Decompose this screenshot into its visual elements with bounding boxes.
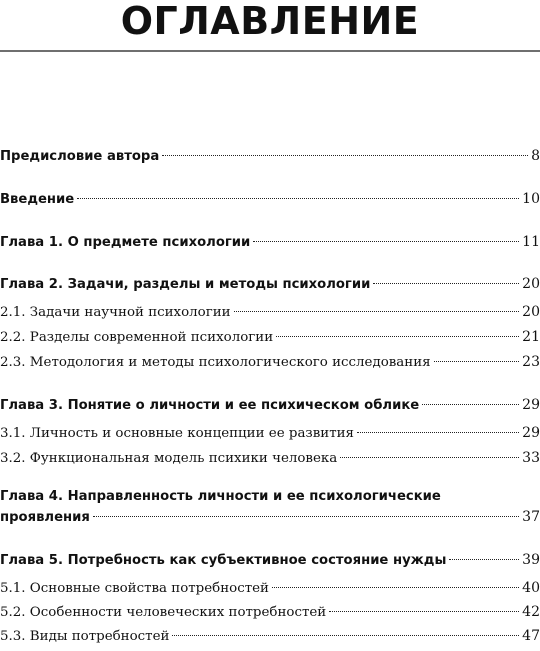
toc-entry-page: 40 bbox=[522, 580, 540, 596]
dot-leader bbox=[272, 587, 519, 588]
toc-entry-label: Глава 5. Потребность как субъективное состояние нужды bbox=[0, 553, 447, 568]
toc-entry-chapter-2[interactable] bbox=[0, 276, 540, 292]
toc-entry-label: 2.1. Задачи научной психологии bbox=[0, 305, 231, 320]
toc-entry-label: 5.3. Виды потребностей bbox=[0, 629, 170, 644]
toc-entry-label: Введение bbox=[0, 192, 75, 207]
toc-entry-section-3-1[interactable] bbox=[0, 425, 540, 441]
dot-leader bbox=[234, 311, 520, 312]
toc-entry-page: 11 bbox=[522, 234, 540, 250]
toc-entry-page: 20 bbox=[522, 276, 540, 292]
toc-entry-chapter-4[interactable] bbox=[0, 509, 540, 525]
dot-leader bbox=[434, 361, 520, 362]
toc-entry-label: 3.1. Личность и основные концепции ее развития bbox=[0, 426, 354, 441]
dot-leader bbox=[357, 432, 519, 433]
dot-leader bbox=[162, 155, 528, 156]
toc-entry-label: Глава 3. Понятие о личности и ее психическом облике bbox=[0, 398, 420, 413]
toc-entry-section-5-2[interactable] bbox=[0, 604, 540, 620]
toc-entry-label: 5.2. Особенности человеческих потребностей bbox=[0, 605, 327, 620]
dot-leader bbox=[77, 198, 519, 199]
toc-entry-section-2-2[interactable] bbox=[0, 329, 540, 345]
toc-entry-page: 10 bbox=[522, 191, 540, 207]
toc-entry-label: 2.2. Разделы современной психологии bbox=[0, 330, 274, 345]
toc-entry-chapter-4-line1[interactable]: Глава 4. Направленность личности и ее психологические bbox=[0, 489, 441, 504]
toc-entry-page: 23 bbox=[522, 354, 540, 370]
dot-leader bbox=[253, 241, 519, 242]
dot-leader bbox=[93, 516, 519, 517]
dot-leader bbox=[340, 457, 519, 458]
toc-entry-page: 20 bbox=[522, 304, 540, 320]
toc-entry-page: 21 bbox=[522, 329, 540, 345]
toc-entry-page: 33 bbox=[522, 450, 540, 466]
toc-entry-label: Предисловие автора bbox=[0, 149, 160, 164]
toc-entry-label: проявления bbox=[0, 510, 90, 525]
toc-entry-label: 2.3. Методология и методы психологического исследования bbox=[0, 355, 431, 370]
dot-leader bbox=[276, 336, 519, 337]
toc-entry-page: 47 bbox=[522, 628, 540, 644]
toc-entry-section-5-3[interactable] bbox=[0, 628, 540, 644]
toc-entry-page: 39 bbox=[522, 552, 540, 568]
toc-entry-chapter-3[interactable] bbox=[0, 397, 540, 413]
toc-entry-section-2-3[interactable] bbox=[0, 354, 540, 370]
toc-entry-section-2-1[interactable] bbox=[0, 304, 540, 320]
toc-entry-page: 37 bbox=[522, 509, 540, 525]
toc-entry-chapter-5[interactable] bbox=[0, 552, 540, 568]
toc-entry-section-3-2[interactable] bbox=[0, 450, 540, 466]
dot-leader bbox=[422, 404, 519, 405]
toc-entry-label: 5.1. Основные свойства потребностей bbox=[0, 581, 269, 596]
dot-leader bbox=[172, 635, 519, 636]
toc-entry-page: 8 bbox=[531, 148, 540, 164]
page-title: ОГЛАВЛЕНИЕ bbox=[120, 0, 420, 43]
toc-entry-page: 29 bbox=[522, 397, 540, 413]
toc-entry-label: 3.2. Функциональная модель психики человека bbox=[0, 451, 338, 466]
toc-entry-chapter-1[interactable] bbox=[0, 234, 540, 250]
title-divider bbox=[0, 50, 540, 52]
dot-leader bbox=[449, 559, 519, 560]
toc-entry-preface[interactable] bbox=[0, 148, 540, 164]
toc-entry-page: 42 bbox=[522, 604, 540, 620]
toc-entry-label: Глава 1. О предмете психологии bbox=[0, 235, 251, 250]
toc-entry-label: Глава 2. Задачи, разделы и методы психологии bbox=[0, 277, 371, 292]
toc-entry-introduction[interactable] bbox=[0, 191, 540, 207]
toc-entry-section-5-1[interactable] bbox=[0, 580, 540, 596]
dot-leader bbox=[373, 283, 519, 284]
dot-leader bbox=[329, 611, 519, 612]
toc-entry-page: 29 bbox=[522, 425, 540, 441]
